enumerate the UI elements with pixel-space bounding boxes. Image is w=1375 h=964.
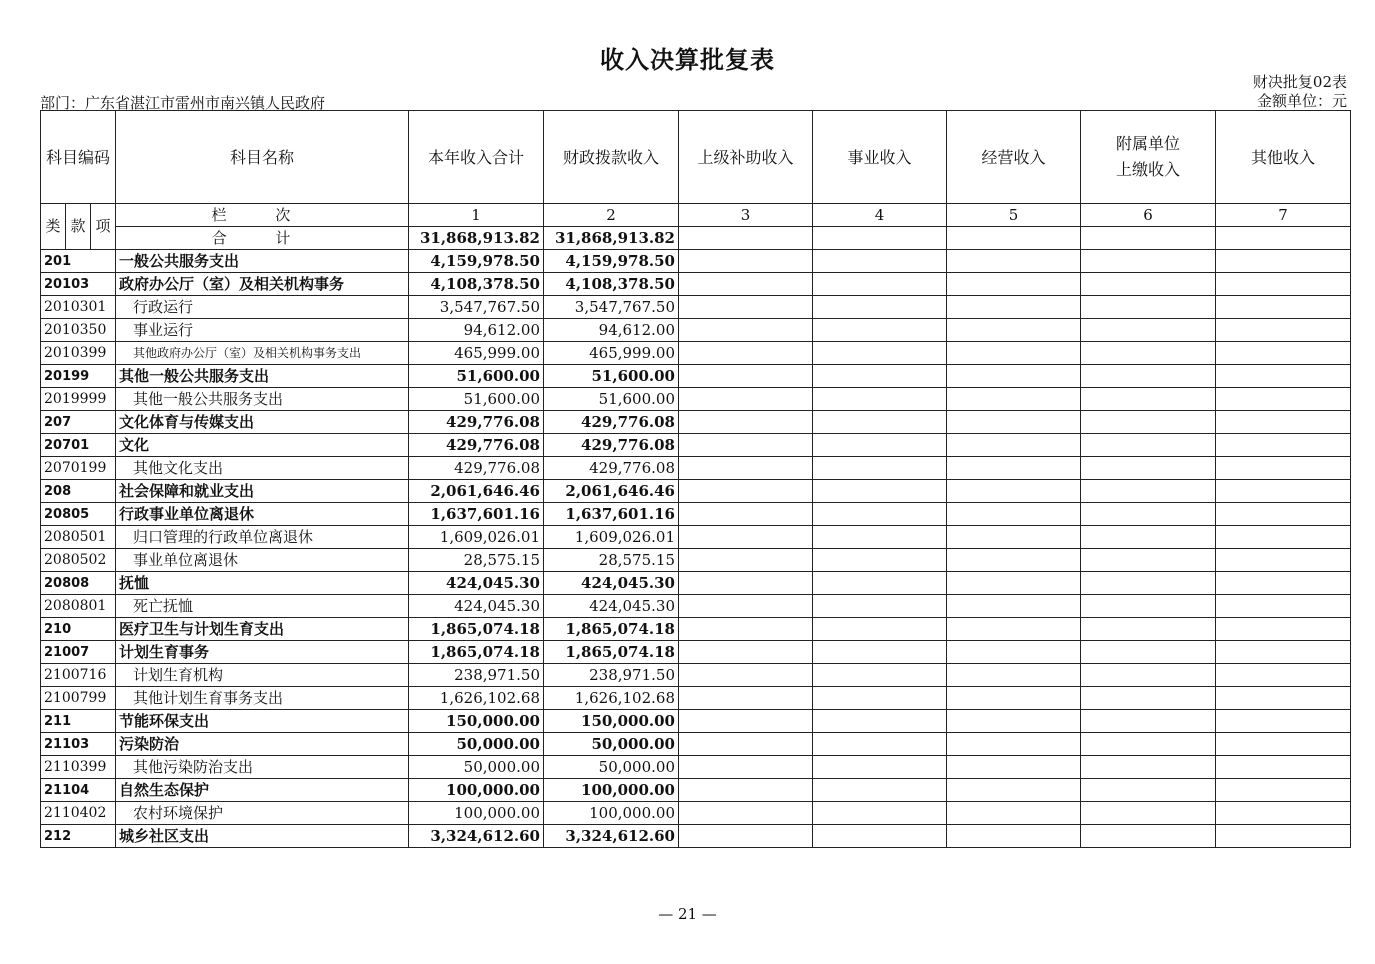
header-row [41,111,1351,204]
row-name: 文化 [116,434,409,457]
row-total: 1,626,102.68 [409,687,544,710]
row-code: 20103 [41,273,116,296]
empty-cell [813,296,947,319]
empty-cell [1081,641,1216,664]
empty-cell [1216,664,1351,687]
empty-cell [1081,227,1216,250]
row-name: 行政运行 [116,296,409,319]
row-fiscal: 100,000.00 [544,802,679,825]
empty-cell [679,710,813,733]
row-fiscal: 2,061,646.46 [544,480,679,503]
empty-cell [813,388,947,411]
row-fiscal: 51,600.00 [544,388,679,411]
row-code: 212 [41,825,116,848]
empty-cell [947,664,1081,687]
empty-cell [1216,503,1351,526]
empty-cell [679,549,813,572]
income-table [40,110,1351,848]
row-code: 2010301 [41,296,116,319]
row-code: 2110402 [41,802,116,825]
row-code: 20805 [41,503,116,526]
empty-cell [1216,595,1351,618]
row-name: 农村环境保护 [116,802,409,825]
empty-cell [813,227,947,250]
table-row [41,687,1351,710]
empty-cell [947,733,1081,756]
header-operation: 经营收入 [947,111,1081,204]
empty-cell [679,480,813,503]
empty-cell [947,434,1081,457]
empty-cell [679,687,813,710]
empty-cell [1216,480,1351,503]
row-total: 3,547,767.50 [409,296,544,319]
empty-cell [1081,365,1216,388]
header-subsidy: 上级补助收入 [679,111,813,204]
row-code: 2070199 [41,457,116,480]
empty-cell [947,779,1081,802]
empty-cell [1081,710,1216,733]
index-cell: 4 [813,204,947,227]
row-total: 51,600.00 [409,365,544,388]
row-code: 201 [41,250,116,273]
empty-cell [1216,618,1351,641]
empty-cell [1216,273,1351,296]
empty-cell [947,687,1081,710]
empty-cell [947,388,1081,411]
row-name: 事业运行 [116,319,409,342]
row-name: 事业单位离退休 [116,549,409,572]
header-name: 科目名称 [116,111,409,204]
empty-cell [679,733,813,756]
header-career: 事业收入 [813,111,947,204]
row-fiscal: 100,000.00 [544,779,679,802]
empty-cell [947,618,1081,641]
table-row [41,457,1351,480]
empty-cell [1216,227,1351,250]
empty-cell [1081,273,1216,296]
row-name: 计划生育机构 [116,664,409,687]
table-row [41,549,1351,572]
empty-cell [813,273,947,296]
table-row [41,503,1351,526]
row-code: 21104 [41,779,116,802]
empty-cell [1216,365,1351,388]
empty-cell [1216,296,1351,319]
row-name: 文化体育与传媒支出 [116,411,409,434]
row-name: 城乡社区支出 [116,825,409,848]
row-code: 21103 [41,733,116,756]
empty-cell [813,319,947,342]
row-fiscal: 4,159,978.50 [544,250,679,273]
index-row [41,204,1351,227]
row-code: 2010350 [41,319,116,342]
empty-cell [947,250,1081,273]
empty-cell [813,365,947,388]
row-total: 1,609,026.01 [409,526,544,549]
row-total: 4,108,378.50 [409,273,544,296]
lan-ci-label: 栏 次 [116,204,409,227]
empty-cell [1081,687,1216,710]
row-fiscal: 94,612.00 [544,319,679,342]
empty-cell [679,227,813,250]
table-row [41,388,1351,411]
empty-cell [679,503,813,526]
empty-cell [813,434,947,457]
row-name: 死亡抚恤 [116,595,409,618]
empty-cell [679,434,813,457]
empty-cell [679,779,813,802]
empty-cell [1081,250,1216,273]
row-fiscal: 238,971.50 [544,664,679,687]
empty-cell [947,503,1081,526]
empty-cell [1081,756,1216,779]
empty-cell [679,296,813,319]
table-row [41,250,1351,273]
row-fiscal: 429,776.08 [544,434,679,457]
row-fiscal: 424,045.30 [544,572,679,595]
empty-cell [1081,296,1216,319]
row-name: 社会保障和就业支出 [116,480,409,503]
empty-cell [947,342,1081,365]
empty-cell [947,802,1081,825]
empty-cell [679,595,813,618]
header-affiliate [1081,111,1216,204]
empty-cell [679,273,813,296]
row-total: 1,865,074.18 [409,641,544,664]
table-row [41,526,1351,549]
empty-cell [813,825,947,848]
empty-cell [813,641,947,664]
empty-cell [1216,641,1351,664]
empty-cell [947,411,1081,434]
sub-xiang: 项 [91,204,116,250]
empty-cell [1216,825,1351,848]
empty-cell [1216,549,1351,572]
empty-cell [679,641,813,664]
empty-cell [1081,572,1216,595]
empty-cell [1216,779,1351,802]
table-row [41,273,1351,296]
table-row [41,641,1351,664]
empty-cell [813,618,947,641]
header-other: 其他收入 [1216,111,1351,204]
empty-cell [1081,825,1216,848]
row-fiscal: 429,776.08 [544,411,679,434]
row-fiscal: 1,626,102.68 [544,687,679,710]
row-total: 4,159,978.50 [409,250,544,273]
empty-cell [947,549,1081,572]
empty-cell [947,480,1081,503]
empty-cell [679,388,813,411]
row-name: 计划生育事务 [116,641,409,664]
empty-cell [1081,595,1216,618]
empty-cell [1216,250,1351,273]
table-row [41,434,1351,457]
row-code: 2100716 [41,664,116,687]
empty-cell [1081,503,1216,526]
empty-cell [1216,457,1351,480]
table-row [41,779,1351,802]
table-row [41,825,1351,848]
row-total: 150,000.00 [409,710,544,733]
total-income: 31,868,913.82 [409,227,544,250]
total-row [41,227,1351,250]
row-code: 20199 [41,365,116,388]
empty-cell [1216,319,1351,342]
empty-cell [1216,434,1351,457]
table-row [41,618,1351,641]
row-name: 抚恤 [116,572,409,595]
row-fiscal: 1,865,074.18 [544,618,679,641]
row-fiscal: 50,000.00 [544,756,679,779]
row-total: 429,776.08 [409,457,544,480]
empty-cell [1216,733,1351,756]
empty-cell [1081,457,1216,480]
empty-cell [1216,756,1351,779]
row-total: 424,045.30 [409,572,544,595]
row-total: 51,600.00 [409,388,544,411]
row-fiscal: 50,000.00 [544,733,679,756]
row-code: 2080501 [41,526,116,549]
row-total: 1,865,074.18 [409,618,544,641]
row-fiscal: 3,324,612.60 [544,825,679,848]
index-cell: 5 [947,204,1081,227]
row-fiscal: 1,865,074.18 [544,641,679,664]
empty-cell [1081,411,1216,434]
row-total: 238,971.50 [409,664,544,687]
index-cell: 1 [409,204,544,227]
empty-cell [1216,411,1351,434]
table-row [41,480,1351,503]
empty-cell [679,342,813,365]
row-total: 429,776.08 [409,411,544,434]
table-row [41,733,1351,756]
table-row [41,342,1351,365]
empty-cell [947,572,1081,595]
row-fiscal: 424,045.30 [544,595,679,618]
empty-cell [947,296,1081,319]
empty-cell [1081,802,1216,825]
row-name: 其他一般公共服务支出 [116,388,409,411]
row-name: 其他政府办公厅（室）及相关机构事务支出 [116,342,409,365]
row-code: 2080502 [41,549,116,572]
empty-cell [813,457,947,480]
row-fiscal: 4,108,378.50 [544,273,679,296]
empty-cell [813,595,947,618]
table-row [41,365,1351,388]
empty-cell [813,572,947,595]
empty-cell [1216,342,1351,365]
empty-cell [947,825,1081,848]
row-name: 政府办公厅（室）及相关机构事务 [116,273,409,296]
empty-cell [947,457,1081,480]
department-label: 部门：广东省湛江市雷州市南兴镇人民政府 [40,94,326,112]
empty-cell [679,365,813,388]
empty-cell [947,273,1081,296]
header-code: 科目编码 [41,111,116,204]
empty-cell [947,526,1081,549]
empty-cell [1081,388,1216,411]
empty-cell [1216,572,1351,595]
empty-cell [813,802,947,825]
empty-cell [813,411,947,434]
row-fiscal: 1,637,601.16 [544,503,679,526]
row-total: 465,999.00 [409,342,544,365]
empty-cell [679,319,813,342]
empty-cell [947,756,1081,779]
header-total: 本年收入合计 [409,111,544,204]
index-cell: 6 [1081,204,1216,227]
empty-cell [1081,526,1216,549]
total-fiscal: 31,868,913.82 [544,227,679,250]
empty-cell [813,779,947,802]
empty-cell [947,319,1081,342]
row-name: 自然生态保护 [116,779,409,802]
row-total: 50,000.00 [409,756,544,779]
row-total: 424,045.30 [409,595,544,618]
row-code: 210 [41,618,116,641]
row-total: 429,776.08 [409,434,544,457]
row-code: 20808 [41,572,116,595]
row-fiscal: 465,999.00 [544,342,679,365]
table-row [41,710,1351,733]
row-name: 其他计划生育事务支出 [116,687,409,710]
row-code: 207 [41,411,116,434]
row-name: 其他污染防治支出 [116,756,409,779]
row-code: 2080801 [41,595,116,618]
row-total: 28,575.15 [409,549,544,572]
row-name: 污染防治 [116,733,409,756]
row-fiscal: 429,776.08 [544,457,679,480]
empty-cell [679,250,813,273]
empty-cell [813,342,947,365]
row-fiscal: 150,000.00 [544,710,679,733]
index-cell: 2 [544,204,679,227]
row-fiscal: 3,547,767.50 [544,296,679,319]
header-affiliate-line1: 附属单位 [1115,134,1180,153]
row-name: 行政事业单位离退休 [116,503,409,526]
row-total: 100,000.00 [409,779,544,802]
table-row [41,296,1351,319]
empty-cell [813,687,947,710]
empty-cell [1081,664,1216,687]
empty-cell [813,664,947,687]
row-fiscal: 51,600.00 [544,365,679,388]
table-row [41,572,1351,595]
empty-cell [1081,733,1216,756]
empty-cell [947,227,1081,250]
table-row [41,664,1351,687]
empty-cell [1081,549,1216,572]
row-total: 1,637,601.16 [409,503,544,526]
empty-cell [1081,480,1216,503]
empty-cell [1216,710,1351,733]
header-affiliate-line2: 上缴收入 [1115,160,1180,179]
empty-cell [947,641,1081,664]
empty-cell [1216,687,1351,710]
table-row [41,411,1351,434]
empty-cell [1216,526,1351,549]
empty-cell [813,710,947,733]
table-row [41,802,1351,825]
row-code: 2010399 [41,342,116,365]
row-total: 2,061,646.46 [409,480,544,503]
empty-cell [1081,779,1216,802]
empty-cell [679,457,813,480]
index-cell: 3 [679,204,813,227]
empty-cell [947,710,1081,733]
empty-cell [813,733,947,756]
row-total: 3,324,612.60 [409,825,544,848]
row-name: 其他一般公共服务支出 [116,365,409,388]
form-code: 财决批复02表 [1252,73,1347,91]
row-code: 2110399 [41,756,116,779]
row-fiscal: 28,575.15 [544,549,679,572]
row-total: 100,000.00 [409,802,544,825]
empty-cell [679,526,813,549]
row-code: 211 [41,710,116,733]
row-name: 节能环保支出 [116,710,409,733]
row-total: 50,000.00 [409,733,544,756]
empty-cell [1081,342,1216,365]
row-name: 医疗卫生与计划生育支出 [116,618,409,641]
row-code: 208 [41,480,116,503]
empty-cell [813,250,947,273]
row-total: 94,612.00 [409,319,544,342]
amount-unit: 金额单位：元 [1256,92,1347,110]
table-row [41,319,1351,342]
row-name: 归口管理的行政单位离退休 [116,526,409,549]
index-cell: 7 [1216,204,1351,227]
empty-cell [1216,802,1351,825]
header-fiscal: 财政拨款收入 [544,111,679,204]
empty-cell [1081,434,1216,457]
empty-cell [679,618,813,641]
row-name: 其他文化支出 [116,457,409,480]
row-fiscal: 1,609,026.01 [544,526,679,549]
he-ji-label: 合 计 [116,227,409,250]
row-name: 一般公共服务支出 [116,250,409,273]
empty-cell [813,526,947,549]
empty-cell [679,802,813,825]
empty-cell [679,411,813,434]
empty-cell [947,595,1081,618]
empty-cell [1081,319,1216,342]
empty-cell [1216,388,1351,411]
report-title: 收入决算批复表 [600,45,775,74]
page-number: — 21 — [658,905,717,923]
empty-cell [679,825,813,848]
empty-cell [947,365,1081,388]
row-code: 21007 [41,641,116,664]
table-row [41,756,1351,779]
empty-cell [813,756,947,779]
empty-cell [679,756,813,779]
empty-cell [813,549,947,572]
empty-cell [813,503,947,526]
empty-cell [679,664,813,687]
row-code: 2100799 [41,687,116,710]
row-code: 2019999 [41,388,116,411]
empty-cell [813,480,947,503]
sub-kuan: 款 [66,204,91,250]
empty-cell [679,572,813,595]
empty-cell [1081,618,1216,641]
row-code: 20701 [41,434,116,457]
table-row [41,595,1351,618]
sub-lei: 类 [41,204,66,250]
